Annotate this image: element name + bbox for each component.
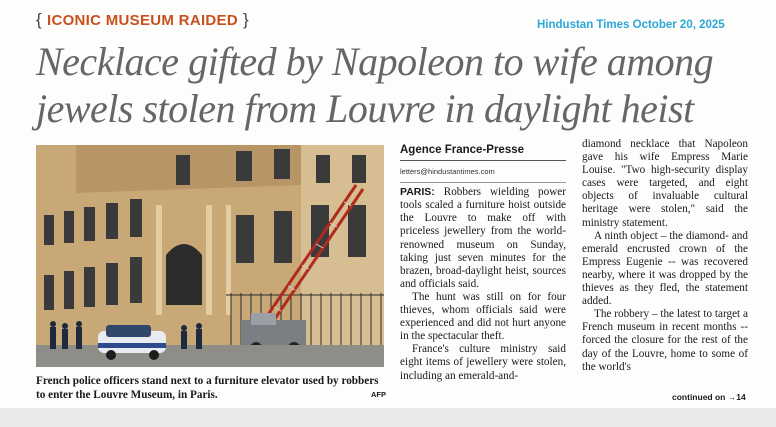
article-paragraph: France's culture ministry said eight items of jewellery were stolen, including an emerald-and-: [400, 343, 566, 382]
headline: [36, 38, 776, 132]
kicker-close-brace: }: [243, 10, 249, 29]
headline-line-1: Necklace gifted by Napoleon to wife among: [36, 39, 714, 84]
publication-dateline: Hindustan Times October 20, 2025: [537, 19, 725, 31]
continued-on-link[interactable]: continued on →14: [672, 392, 746, 402]
article-paragraph: [400, 186, 566, 291]
byline-email: letters@hindustantimes.com: [400, 165, 566, 183]
photo-caption-text: French police officers stand next to a furniture elevator used by robbers to enter the Louvre Museum, in Paris.: [36, 375, 379, 401]
photo-caption: [36, 374, 386, 402]
article-paragraph: A ninth object – the diamond- and emerald encrusted crown of the Empress Eugenie -- was recovered nearby, where it was dropped by the thieves as they fled, the statement added.: [582, 229, 748, 308]
article-column-2: [582, 138, 748, 374]
article-column-1: [400, 144, 566, 383]
section-kicker: [36, 10, 249, 30]
article-paragraph-text: Robbers wielding power tools scaled a furniture hoist outside the Louvre to make off with priceless jewellery from the world-renowned museum on Sunday, taking just seven minutes for the brazen, broad-daylight heist, sources and officials said.: [400, 186, 567, 290]
photo-credit: AFP: [371, 390, 386, 399]
headline-line-2: jewels stolen from Louvre in daylight heist: [36, 86, 694, 131]
kicker-open-brace: {: [36, 10, 42, 29]
article-dateline: PARIS:: [400, 186, 435, 199]
byline: Agence France-Presse: [400, 144, 566, 161]
article-paragraph: diamond necklace that Napoleon gave his wife Empress Marie Louise. "Two high-security display cases were targeted, and eight objects of invaluable cultural heritage were stolen," said the ministry statement.: [582, 138, 748, 229]
article-paragraph: The hunt was still on for four thieves, whom officials said were experienced and did not hurt anyone in the spectacular theft.: [400, 290, 566, 343]
kicker-label: ICONIC MUSEUM RAIDED: [46, 12, 238, 29]
article-paragraph: The robbery – the latest to target a French museum in recent months -- forced the closure for the rest of the day of the Louvre, home to some of the world's: [582, 308, 748, 373]
page-bottom-band: [0, 408, 776, 427]
louvre-photo-illustration: [36, 145, 384, 367]
louvre-photo: [36, 145, 384, 367]
